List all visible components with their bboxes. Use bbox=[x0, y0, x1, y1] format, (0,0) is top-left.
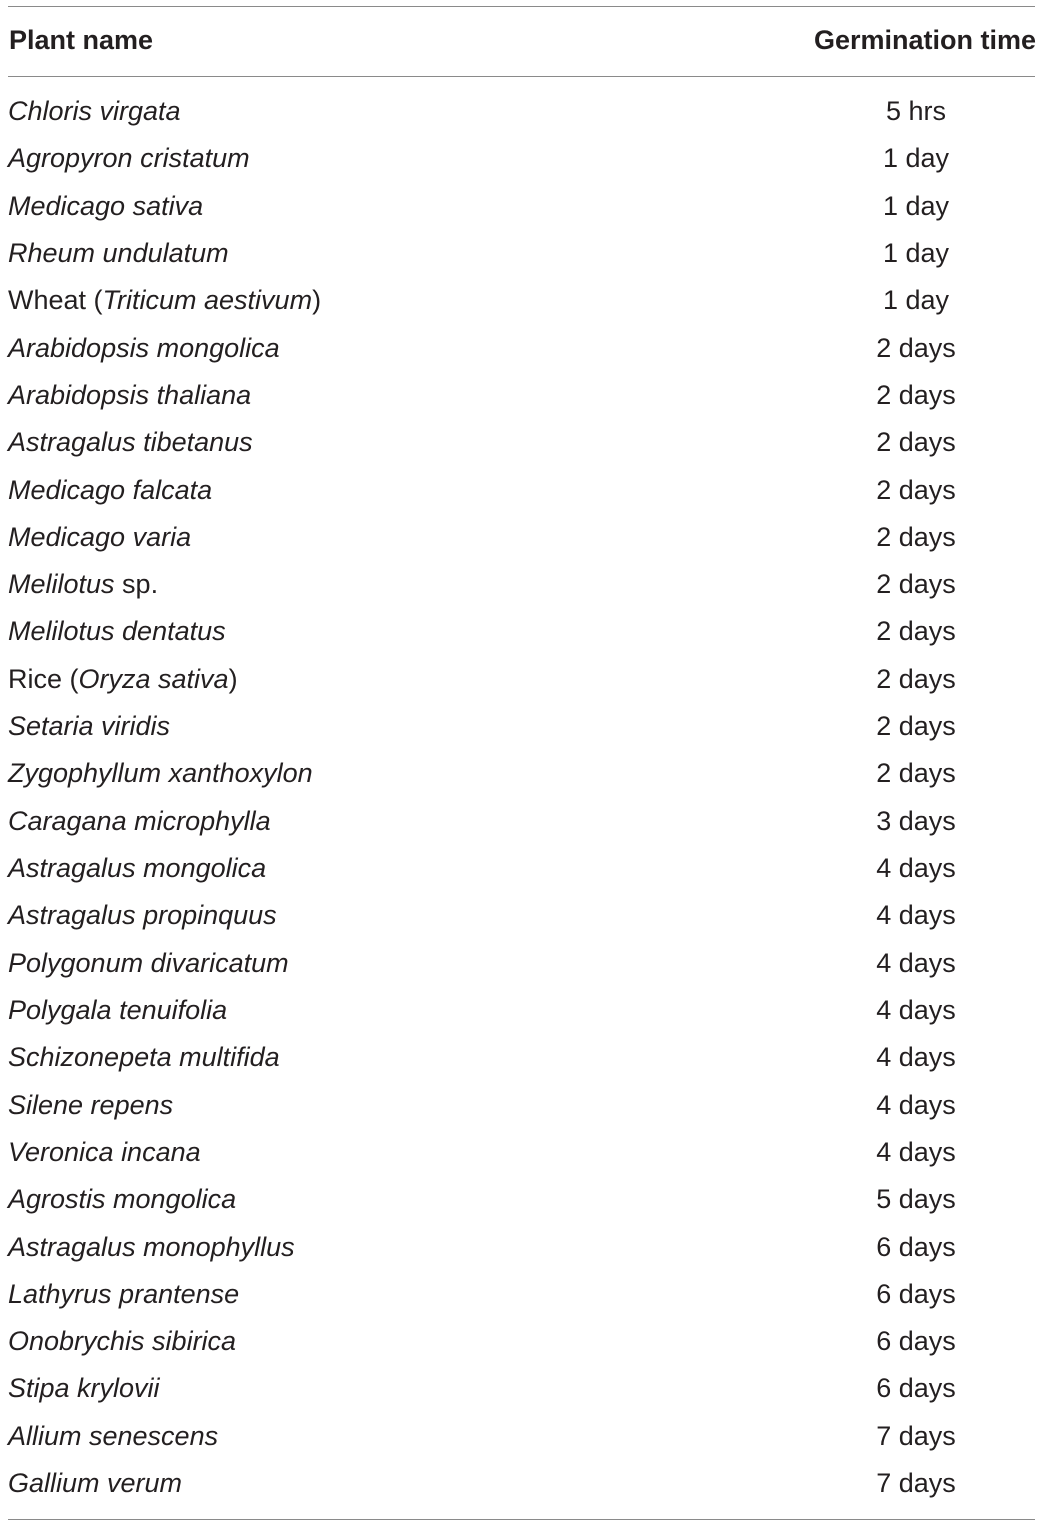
plant-name-text: Astragalus propinquus bbox=[8, 900, 277, 931]
plant-name-cell bbox=[8, 135, 250, 182]
plant-name-cell bbox=[8, 467, 212, 514]
table-row bbox=[0, 845, 1042, 892]
plant-name-text: Astragalus mongolica bbox=[8, 853, 267, 883]
table-row bbox=[0, 183, 1042, 230]
plant-name-text: Agrostis mongolica bbox=[8, 1184, 237, 1215]
plant-name-cell bbox=[8, 514, 191, 561]
table-row bbox=[0, 419, 1042, 466]
plant-name-cell bbox=[8, 608, 226, 655]
table-row bbox=[0, 1413, 1042, 1460]
germination-time-cell: 2 days bbox=[876, 758, 956, 789]
table-row bbox=[0, 1365, 1042, 1412]
table-top-rule bbox=[8, 6, 1035, 7]
plant-name-cell bbox=[8, 940, 289, 987]
plant-name-cell bbox=[8, 987, 227, 1034]
plant-name-text: sp. bbox=[114, 569, 159, 600]
plant-name-text: Silene repens bbox=[8, 1089, 174, 1120]
plant-name-text: Triticum aestivum bbox=[102, 285, 313, 316]
table-row bbox=[0, 656, 1042, 703]
table-row bbox=[0, 798, 1042, 845]
table-row bbox=[0, 750, 1042, 797]
table-row bbox=[0, 372, 1042, 419]
germination-time-cell: 5 days bbox=[876, 1184, 956, 1215]
plant-name-cell bbox=[8, 1176, 236, 1223]
plant-name-text: Zygophyllum xanthoxylon bbox=[8, 758, 313, 789]
plant-name-text: Medicago falcata bbox=[8, 474, 213, 505]
germination-time-cell: 7 days bbox=[876, 1420, 956, 1451]
plant-name-text: Chloris virgata bbox=[8, 96, 181, 126]
plant-name-cell bbox=[8, 703, 170, 750]
germination-time-cell: 1 day bbox=[882, 285, 950, 316]
plant-name-text: Rice ( bbox=[8, 663, 79, 694]
table-row bbox=[0, 514, 1042, 561]
table-row bbox=[0, 1224, 1042, 1271]
germination-time-cell: 2 days bbox=[876, 474, 956, 505]
plant-name-text: ) bbox=[312, 285, 322, 316]
germination-time-cell: 7 days bbox=[876, 1468, 956, 1499]
table-row bbox=[0, 940, 1042, 987]
table-row bbox=[0, 1129, 1042, 1176]
table-row bbox=[0, 1176, 1042, 1223]
germination-time-cell: 4 days bbox=[876, 1042, 956, 1073]
plant-name-cell bbox=[8, 892, 277, 939]
plant-name-text: Setaria viridis bbox=[8, 711, 171, 742]
plant-name-cell bbox=[8, 419, 253, 466]
germination-time-cell: 5 hrs bbox=[885, 96, 947, 126]
germination-time-cell: 2 days bbox=[876, 332, 956, 363]
plant-name-text: Allium senescens bbox=[8, 1420, 219, 1451]
plant-name-cell bbox=[8, 1413, 218, 1460]
table-row bbox=[0, 1271, 1042, 1318]
plant-name-text: Onobrychis sibirica bbox=[8, 1326, 237, 1357]
germination-time-cell: 2 days bbox=[876, 616, 956, 647]
table-row bbox=[0, 230, 1042, 277]
plant-name-text: Melilotus dentatus bbox=[8, 616, 226, 647]
germination-time-cell: 1 day bbox=[882, 143, 950, 174]
plant-name-cell bbox=[8, 277, 321, 324]
table-row bbox=[0, 987, 1042, 1034]
germination-time-cell: 6 days bbox=[876, 1326, 956, 1357]
plant-name-cell bbox=[8, 1271, 239, 1318]
germination-time-cell: 2 days bbox=[876, 711, 956, 742]
germination-time-cell: 2 days bbox=[876, 663, 956, 694]
germination-time-cell: 1 day bbox=[882, 237, 950, 268]
plant-name-text: Schizonepeta multifida bbox=[8, 1042, 280, 1073]
plant-name-cell bbox=[8, 656, 238, 703]
plant-name-text: Oryza sativa bbox=[78, 663, 229, 694]
germination-time-cell: 2 days bbox=[876, 521, 956, 552]
plant-name-text: ) bbox=[228, 663, 238, 694]
plant-name-text: Rheum undulatum bbox=[8, 237, 229, 268]
germination-time-cell: 2 days bbox=[876, 379, 956, 410]
plant-name-cell bbox=[8, 845, 266, 892]
plant-name-cell bbox=[8, 183, 203, 230]
plant-name-text: Caragana microphylla bbox=[8, 805, 271, 836]
plant-name-text: Astragalus tibetanus bbox=[8, 427, 253, 458]
germination-time-cell: 6 days bbox=[876, 1278, 956, 1309]
header-plant-name: Plant name bbox=[9, 25, 154, 55]
germination-time-cell: 4 days bbox=[876, 900, 956, 931]
germination-time-cell: 4 days bbox=[876, 853, 956, 883]
header-rule bbox=[8, 76, 1035, 77]
germination-time-cell: 2 days bbox=[876, 427, 956, 458]
table-body bbox=[0, 88, 1042, 1507]
germination-time-cell: 4 days bbox=[876, 1089, 956, 1120]
plant-name-cell bbox=[8, 88, 181, 135]
plant-name-text: Medicago sativa bbox=[8, 190, 204, 221]
germination-time-cell: 6 days bbox=[876, 1231, 956, 1262]
table-row bbox=[0, 325, 1042, 372]
header-germination-time: Germination time bbox=[813, 25, 1036, 55]
plant-name-text: Polygala tenuifolia bbox=[8, 994, 228, 1025]
plant-name-text: Arabidopsis thaliana bbox=[8, 379, 252, 410]
table-row bbox=[0, 135, 1042, 182]
table-row bbox=[0, 561, 1042, 608]
germination-time-cell: 2 days bbox=[876, 569, 956, 600]
germination-time-cell: 4 days bbox=[876, 1136, 956, 1167]
plant-name-cell bbox=[8, 230, 229, 277]
table-row bbox=[0, 703, 1042, 750]
table-row bbox=[0, 892, 1042, 939]
germination-time-cell: 6 days bbox=[876, 1373, 956, 1404]
plant-name-text: Melilotus bbox=[8, 569, 115, 600]
plant-name-cell bbox=[8, 1129, 201, 1176]
germination-time-cell: 4 days bbox=[876, 994, 956, 1025]
plant-name-cell bbox=[8, 1365, 160, 1412]
plant-name-cell bbox=[8, 798, 271, 845]
germination-time-cell: 4 days bbox=[876, 947, 956, 978]
plant-name-text: Gallium verum bbox=[8, 1468, 183, 1499]
plant-name-cell bbox=[8, 1460, 182, 1507]
plant-name-cell bbox=[8, 561, 158, 608]
plant-name-cell bbox=[8, 372, 251, 419]
plant-name-text: Wheat ( bbox=[8, 285, 103, 316]
table-row bbox=[0, 467, 1042, 514]
table-row bbox=[0, 88, 1042, 135]
plant-name-text: Lathyrus prantense bbox=[8, 1278, 240, 1309]
plant-name-cell bbox=[8, 1318, 236, 1365]
plant-name-cell bbox=[8, 1224, 295, 1271]
plant-name-text: Polygonum divaricatum bbox=[8, 947, 289, 978]
table-row bbox=[0, 1082, 1042, 1129]
plant-name-cell bbox=[8, 1082, 173, 1129]
plant-name-text: Agropyron cristatum bbox=[8, 143, 250, 174]
plant-name-text: Medicago varia bbox=[8, 521, 192, 552]
plant-name-text: Arabidopsis mongolica bbox=[8, 332, 280, 363]
table-row bbox=[0, 1460, 1042, 1507]
table-bottom-rule bbox=[8, 1519, 1035, 1520]
table-row bbox=[0, 1318, 1042, 1365]
table-row bbox=[0, 1034, 1042, 1081]
plant-name-text: Astragalus monophyllus bbox=[8, 1231, 295, 1262]
germination-time-cell: 3 days bbox=[876, 805, 956, 836]
plant-name-text: Veronica incana bbox=[8, 1136, 201, 1167]
plant-name-cell bbox=[8, 1034, 280, 1081]
plant-name-cell bbox=[8, 325, 280, 372]
plant-name-text: Stipa krylovii bbox=[8, 1373, 160, 1404]
table-row bbox=[0, 608, 1042, 655]
plant-name-cell bbox=[8, 750, 313, 797]
germination-time-cell: 1 day bbox=[882, 190, 950, 221]
table-row bbox=[0, 277, 1042, 324]
